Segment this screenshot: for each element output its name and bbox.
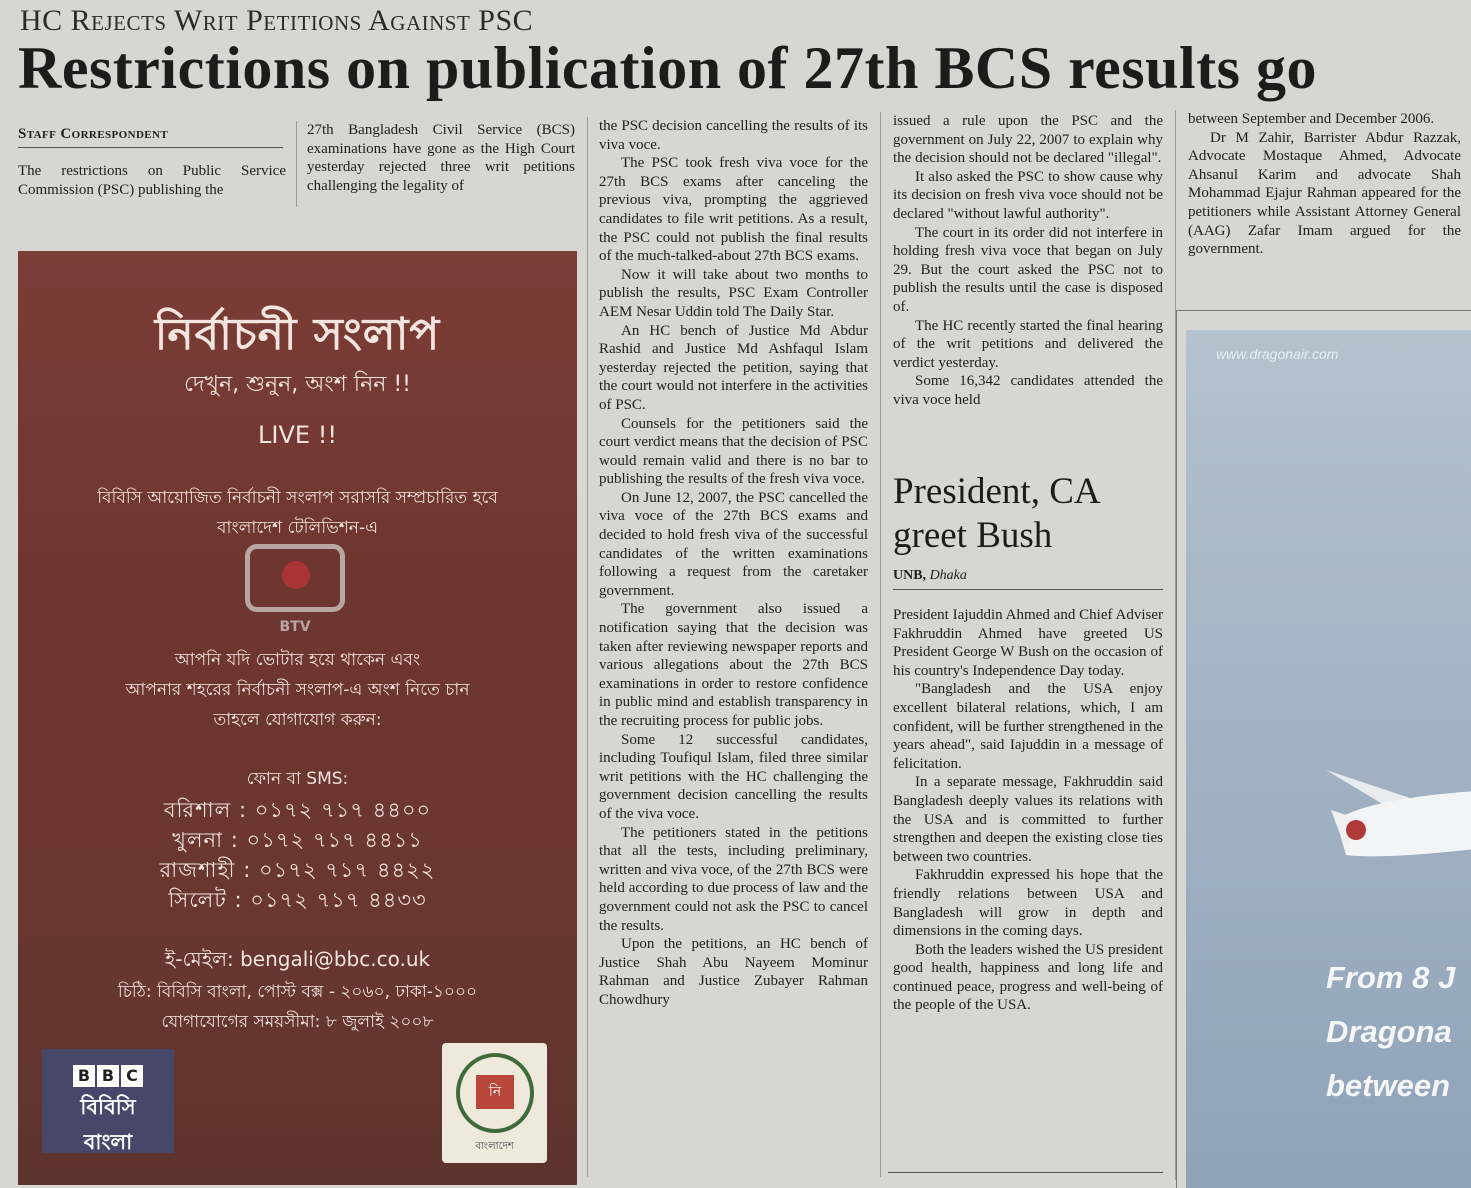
col4-p1: It also asked the PSC to show cause why its decision on fresh viva voce should not be declared "without lawful authority".	[893, 168, 1163, 222]
col4-p2: The court in its order did not interfere in holding fresh viva voce that began on July 29. But the court asked the PSC not to publish the results until the case is disposed of.	[893, 224, 1163, 315]
bbc-letter: B	[73, 1065, 95, 1087]
bbc-letter: B	[97, 1065, 119, 1087]
col4-p0: issued a rule upon the PSC and the government on July 22, 2007 to explain why the decision should not be declared "illegal".	[893, 113, 1163, 167]
btv-label: BTV	[279, 619, 311, 635]
column-rule	[880, 112, 881, 1177]
election-commission-seal	[442, 1043, 547, 1163]
ad-line-from: From 8 J	[1326, 960, 1456, 995]
dragonair-advertisement	[1186, 330, 1471, 1188]
agency: UNB,	[893, 568, 927, 583]
story2-dateline	[893, 568, 1163, 590]
story2-p1: "Bangladesh and the USA enjoy excellent bilateral relations, which, I am confident, will be further strengthened in the years ahead", said Iajuddin in a message of felicitation.	[893, 681, 1163, 772]
ad-line-5: তাহলে যোগাযোগ করুন:	[213, 710, 382, 730]
ad-title: নির্বাচনী সংলাপ	[154, 309, 441, 360]
column-4	[893, 112, 1163, 410]
ad-line-2: বাংলাদেশ টেলিভিশন-এ	[216, 518, 379, 538]
byline: Staff Correspondent	[18, 126, 283, 148]
story2-p2: In a separate message, Fakhruddin said Bangladesh deeply values its relations with the USA and is committed to further strengthen and deepen the existing close ties between two countries.	[893, 774, 1163, 865]
main-headline: Restrictions on publication of 27th BCS results go	[18, 35, 1318, 101]
col3-p9: Upon the petitions, an HC bench of Justice Shah Abu Nayeem Mominur Rahman and Justice Zubayer Rahman Chowdhury	[599, 936, 868, 1008]
ad-line-4: আপনার শহরের নির্বাচনী সংলাপ-এ অংশ নিতে চান	[125, 680, 470, 700]
col5-p0: between September and December 2006.	[1188, 111, 1435, 127]
col3-p3: An HC bench of Justice Md Abdur Rashid and Justice Md Ashfaqul Islam yesterday rejected the petition, saying that the court would not interfere in the activities of PSC.	[599, 322, 868, 413]
place: Dhaka	[929, 568, 967, 583]
ad-line-between: between	[1326, 1068, 1451, 1103]
col3-p4: Counsels for the petitioners said the court verdict means that the decision of PSC would remain valid and there is no bar to publishing the results of the fresh viva voce.	[599, 415, 868, 488]
story2-body	[893, 606, 1163, 1015]
col2-text: 27th Bangladesh Civil Service (BCS) examinations have gone as the High Court yesterday rejected three writ petitions challenging the legality of	[307, 122, 575, 194]
col3-p5: On June 12, 2007, the PSC cancelled the viva voce of the 27th BCS exams and decided to hold fresh viva of the successful candidates of the written examinations following a request from the caretaker government.	[599, 489, 868, 599]
ad-line-1: বিবিসি আয়োজিত নির্বাচনী সংলাপ সরাসরি সম্প্রচারিত হবে	[97, 488, 498, 508]
story2-p0: President Iajuddin Ahmed and Chief Adviser Fakhruddin Ahmed have greeted US President George W Bush on the occasion of his country's Independence Day today.	[893, 607, 1163, 679]
col5-p1: Dr M Zahir, Barrister Abdur Razzak, Advocate Mostaque Ahmed, Advocate Ahsanul Karim and advocate Shah Mohammad Ejajur Rahman appeared for the petitioners while Assistant Attorney General (AAG) Zafar Imam argued for the government.	[1188, 129, 1461, 258]
story2-headline: President, CA greet Bush	[893, 471, 1099, 556]
column-rule	[296, 121, 297, 207]
ad-url: www.dragonair.com	[1216, 346, 1339, 362]
ad-deadline: যোগাযোগের সময়সীমা: ৮ জুলাই ২০০৮	[161, 1012, 434, 1032]
phone-heading: ফোন বা SMS:	[246, 769, 349, 789]
column-rule	[587, 117, 588, 1177]
column-5	[1188, 110, 1461, 259]
ad-live: LIVE !!	[258, 421, 337, 449]
ad-subtitle: দেখুন, শুনুন, অংশ নিন !!	[184, 372, 411, 397]
tv-icon	[245, 544, 345, 612]
column-2	[307, 121, 575, 195]
airplane-icon	[1326, 760, 1471, 870]
column-3	[599, 117, 868, 1010]
ad-line-dragonair: Dragona	[1326, 1014, 1452, 1049]
col3-p7: Some 12 successful candidates, including Toufiqul Islam, filed three similar writ petitions with the HC challenging the government decision cancelling the results of the viva voce.	[599, 731, 868, 822]
col3-p0: the PSC decision cancelling the results of its viva voce.	[599, 118, 868, 153]
phone-sylhet: সিলেট : ০১৭২ ৭১৭ ৪৪৩৩	[168, 888, 427, 912]
col4-p4: Some 16,342 candidates attended the viva voce held	[893, 373, 1163, 408]
col4-p3: The HC recently started the final hearing of the writ petitions and delivered the verdict yesterday.	[893, 317, 1163, 371]
story2-p4: Both the leaders wished the US president good health, happiness and long life and continued peace, progress and well-being of the people of the USA.	[893, 941, 1163, 1014]
story2-p3: Fakhruddin expressed his hope that the friendly relations between USA and Bangladesh will grow in depth and dimensions in the coming days.	[893, 867, 1163, 940]
ad-email: ই-মেইল: bengali@bbc.co.uk	[164, 947, 431, 971]
bbc-bangla-logo	[42, 1049, 174, 1153]
bbc-bangla-2: বাংলা	[83, 1130, 133, 1154]
story-end-rule	[888, 1172, 1163, 1173]
bbc-bangla-1: বিবিসি	[80, 1095, 136, 1119]
col3-p1: The PSC took fresh viva voce for the 27th BCS exams after canceling the previous viva, prompting the aggrieved candidates to file writ petitions. As a result, the PSC could not publish the final results of the much-talked-about 27th BCS exams.	[599, 155, 868, 265]
lead-text: The restrictions on Public Service Commission (PSC) publishing the	[18, 163, 286, 198]
phone-barisal: বরিশাল : ০১৭২ ৭১৭ ৪৪০০	[163, 798, 432, 822]
seal-caption: বাংলাদেশ	[475, 1141, 514, 1152]
bbc-letter: C	[121, 1065, 143, 1087]
phone-khulna: খুলনা : ০১৭২ ৭১৭ ৪৪১১	[172, 828, 423, 852]
col3-p8: The petitioners stated in the petitions that all the tests, including preliminary, written and viva voce, of the 27th BCS were held according to due process of law and the government could not ask the PSC to cancel the results.	[599, 824, 868, 934]
kicker: HC Rejects Writ Petitions Against PSC	[20, 4, 534, 37]
ad-post: চিঠি: বিবিসি বাংলা, পোস্ট বক্স - ২০৬০, ঢাকা-১০০০	[117, 982, 478, 1002]
lead-paragraph	[18, 162, 286, 199]
bbc-advertisement	[18, 251, 577, 1185]
ballot-box-icon: নি	[476, 1075, 514, 1109]
col3-p2: Now it will take about two months to publish the results, PSC Exam Controller AEM Nesar Uddin told The Daily Star.	[599, 266, 868, 320]
col3-p6: The government also issued a notification saying that the decision was taken after reviewing newspaper reports and various allegations about the 27th BCS examinations in order to restore confidence in public mind and establish transparency in the recruiting process for public jobs.	[599, 601, 868, 729]
phone-rajshahi: রাজশাহী : ০১৭২ ৭১৭ ৪৪২২	[159, 858, 436, 882]
ad-line-3: আপনি যদি ভোটার হয়ে থাকেন এবং	[174, 650, 421, 670]
